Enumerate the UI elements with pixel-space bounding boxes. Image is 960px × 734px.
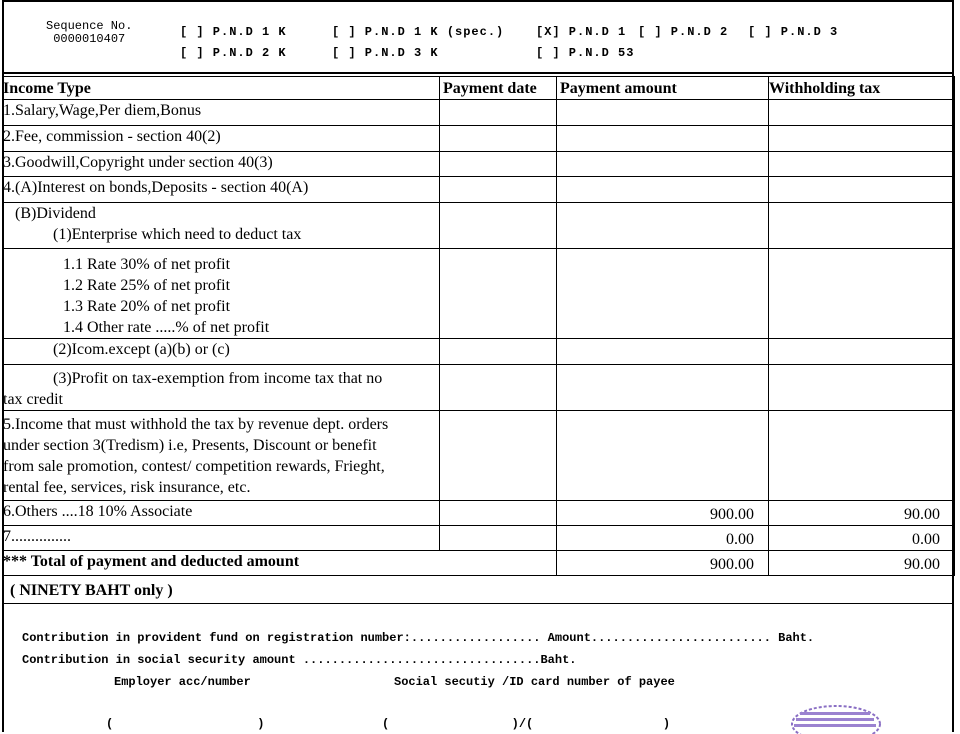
sequence-label: Sequence No. (46, 19, 133, 33)
revenue-line1: 5.Income that must withhold the tax by revenue dept. orders (3, 416, 389, 433)
amount-in-words: ( NINETY BAHT only ) (2, 578, 954, 604)
stamp-image (788, 700, 884, 734)
table-row (3, 249, 955, 339)
option-pnd2: [ ] P.N.D 2 (638, 25, 729, 39)
rate-other: 1.4 Other rate .....% of net profit (63, 319, 270, 336)
option-pnd1-checked: [X] P.N.D 1 (536, 25, 627, 39)
revenue-line3: from sale promotion, contest/ competition rewards, Frieght, (3, 458, 385, 475)
col-payment-date: Payment date (440, 77, 557, 100)
table-row (3, 177, 955, 203)
row-salary: 1.Salary,Wage,Per diem,Bonus (3, 100, 440, 126)
table-row (3, 501, 955, 526)
table-row (3, 411, 955, 501)
rate-20: 1.3 Rate 20% of net profit (63, 298, 231, 315)
option-pnd3k: [ ] P.N.D 3 K (332, 46, 439, 60)
employer-acc-bracket: ( ) (106, 717, 265, 731)
table-row (3, 126, 955, 152)
revenue-line4: rental fee, services, risk insurance, etc. (3, 479, 251, 496)
row-others: 6.Others ....18 10% Associate (3, 501, 440, 526)
dividend-title: (B)Dividend (15, 205, 96, 222)
table-row (3, 203, 955, 249)
social-security-line: Contribution in social security amount .................................Baht. (22, 653, 577, 667)
profit-exemption-line1: (3)Profit on tax-exemption from income tax that no (53, 370, 383, 387)
dividend-enterprise: (1)Enterprise which need to deduct tax (53, 226, 302, 243)
sequence-number: 0000010407 (53, 32, 126, 46)
profit-exemption-line2: tax credit (3, 391, 63, 408)
col-income-type: Income Type (3, 77, 440, 100)
row-goodwill: 3.Goodwill,Copyright under section 40(3) (3, 152, 440, 177)
employer-acc-label: Employer acc/number (114, 675, 251, 689)
table-row (3, 365, 955, 411)
payee-id-bracket: ( )/( ) (382, 717, 671, 731)
total-tax: 90.00 (769, 551, 955, 576)
sequence-block (46, 20, 132, 46)
option-pnd53: [ ] P.N.D 53 (536, 46, 635, 60)
others-tax: 90.00 (769, 501, 955, 526)
row-dividend-rates (3, 249, 440, 339)
table-row (3, 152, 955, 177)
table-row (3, 551, 955, 576)
row-fee: 2.Fee, commission - section 40(2) (3, 126, 440, 152)
option-pnd1k: [ ] P.N.D 1 K (180, 25, 287, 39)
col-payment-amount: Payment amount (557, 77, 769, 100)
provident-fund-line: Contribution in provident fund on registration number:.................. Amount......................... Baht. (22, 631, 815, 645)
option-pnd1k-spec: [ ] P.N.D 1 K (spec.) (332, 25, 505, 39)
table-row (3, 100, 955, 126)
form-header (2, 0, 954, 74)
row-revenue-orders (3, 411, 440, 501)
total-amount: 900.00 (557, 551, 769, 576)
option-pnd3: [ ] P.N.D 3 (748, 25, 839, 39)
row-dividend (3, 203, 440, 249)
seven-tax: 0.00 (769, 526, 955, 551)
row-interest: 4.(A)Interest on bonds,Deposits - section 40(A) (3, 177, 440, 203)
row-profit-exemption (3, 365, 440, 411)
payee-id-label: Social secutiy /ID card number of payee (394, 675, 675, 689)
option-pnd2k: [ ] P.N.D 2 K (180, 46, 287, 60)
rate-25: 1.2 Rate 25% of net profit (63, 277, 231, 294)
col-withholding-tax: Withholding tax (769, 77, 955, 100)
income-table (2, 76, 955, 576)
seven-amount: 0.00 (557, 526, 769, 551)
revenue-line2: under section 3(Tredism) i.e, Presents, Discount or benefit (3, 437, 377, 454)
rate-30: 1.1 Rate 30% of net profit (63, 256, 231, 273)
row-seven: 7............... (3, 526, 440, 551)
table-row (3, 339, 955, 365)
others-amount: 900.00 (557, 501, 769, 526)
row-icom-except: (2)Icom.except (a)(b) or (c) (3, 339, 440, 365)
table-row (3, 526, 955, 551)
total-label: *** Total of payment and deducted amount (3, 551, 557, 576)
table-header-row (3, 77, 955, 100)
